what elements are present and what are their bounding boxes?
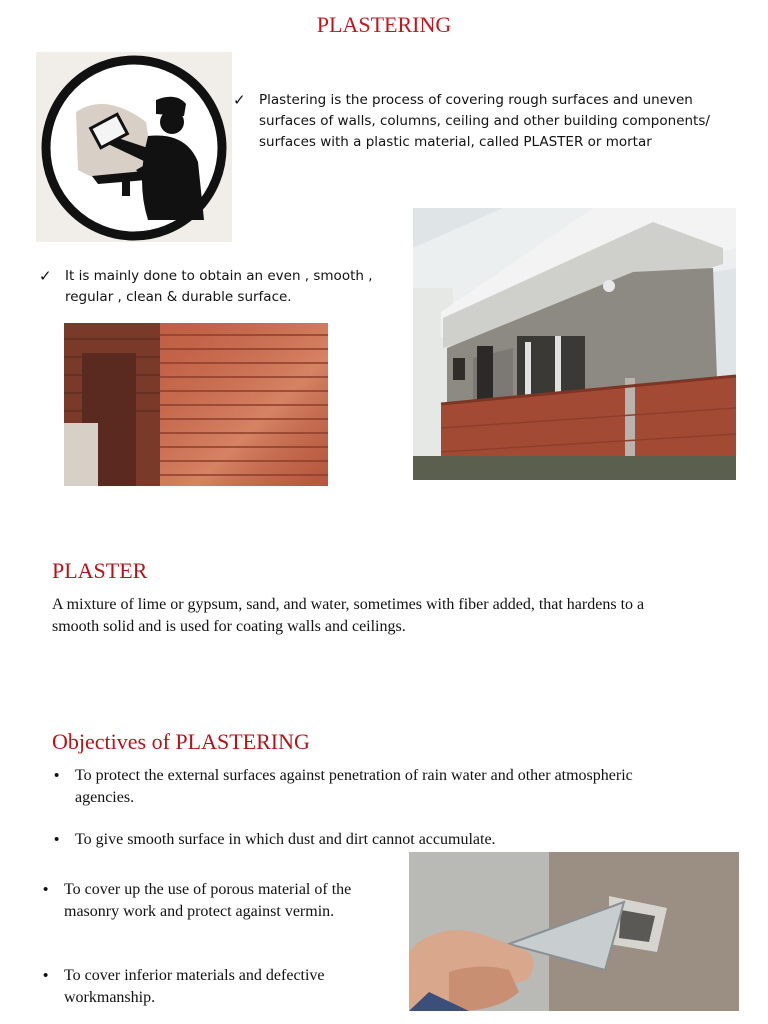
checkmark-icon: ✓	[39, 267, 52, 285]
bullet-icon: •	[43, 967, 49, 984]
objective-text: To cover up the use of porous material of the masonry work and protect against vermin.	[64, 881, 352, 920]
checkmark-icon: ✓	[233, 91, 246, 109]
brick-wall-photo	[64, 323, 328, 486]
objectives-heading: Objectives of PLASTERING	[52, 729, 310, 754]
plaster-heading: PLASTER	[52, 558, 148, 583]
list-item	[41, 879, 384, 922]
trowel-plastering-photo	[409, 852, 739, 1011]
page-title: PLASTERING	[316, 12, 452, 37]
house-plaster-photo	[413, 208, 736, 480]
bullet-icon: •	[54, 831, 60, 848]
list-item	[52, 765, 675, 808]
objective-text: To cover inferior materials and defective workmanship.	[64, 967, 325, 1006]
objective-text: To protect the external surfaces against penetration of rain water and other atmospheric agencies.	[75, 767, 633, 806]
bullet-icon: •	[54, 767, 60, 784]
purpose-paragraph	[39, 266, 405, 308]
purpose-text: It is mainly done to obtain an even , smooth , regular , clean & durable surface.	[65, 268, 373, 305]
list-item	[52, 829, 715, 851]
definition-paragraph	[233, 90, 749, 153]
objective-text: To give smooth surface in which dust and dirt cannot accumulate.	[75, 831, 496, 848]
definition-text: Plastering is the process of covering rough surfaces and uneven surfaces of walls, columns, ceiling and other building components/ surfaces with a plastic material, called PLASTER or mortar	[259, 92, 710, 150]
plaster-definition: A mixture of lime or gypsum, sand, and water, sometimes with fiber added, that hardens to a smooth solid and is used for coating walls and ceilings.	[52, 596, 645, 635]
bullet-icon: •	[43, 881, 49, 898]
plasterer-logo-image	[36, 52, 232, 242]
list-item	[41, 965, 384, 1008]
